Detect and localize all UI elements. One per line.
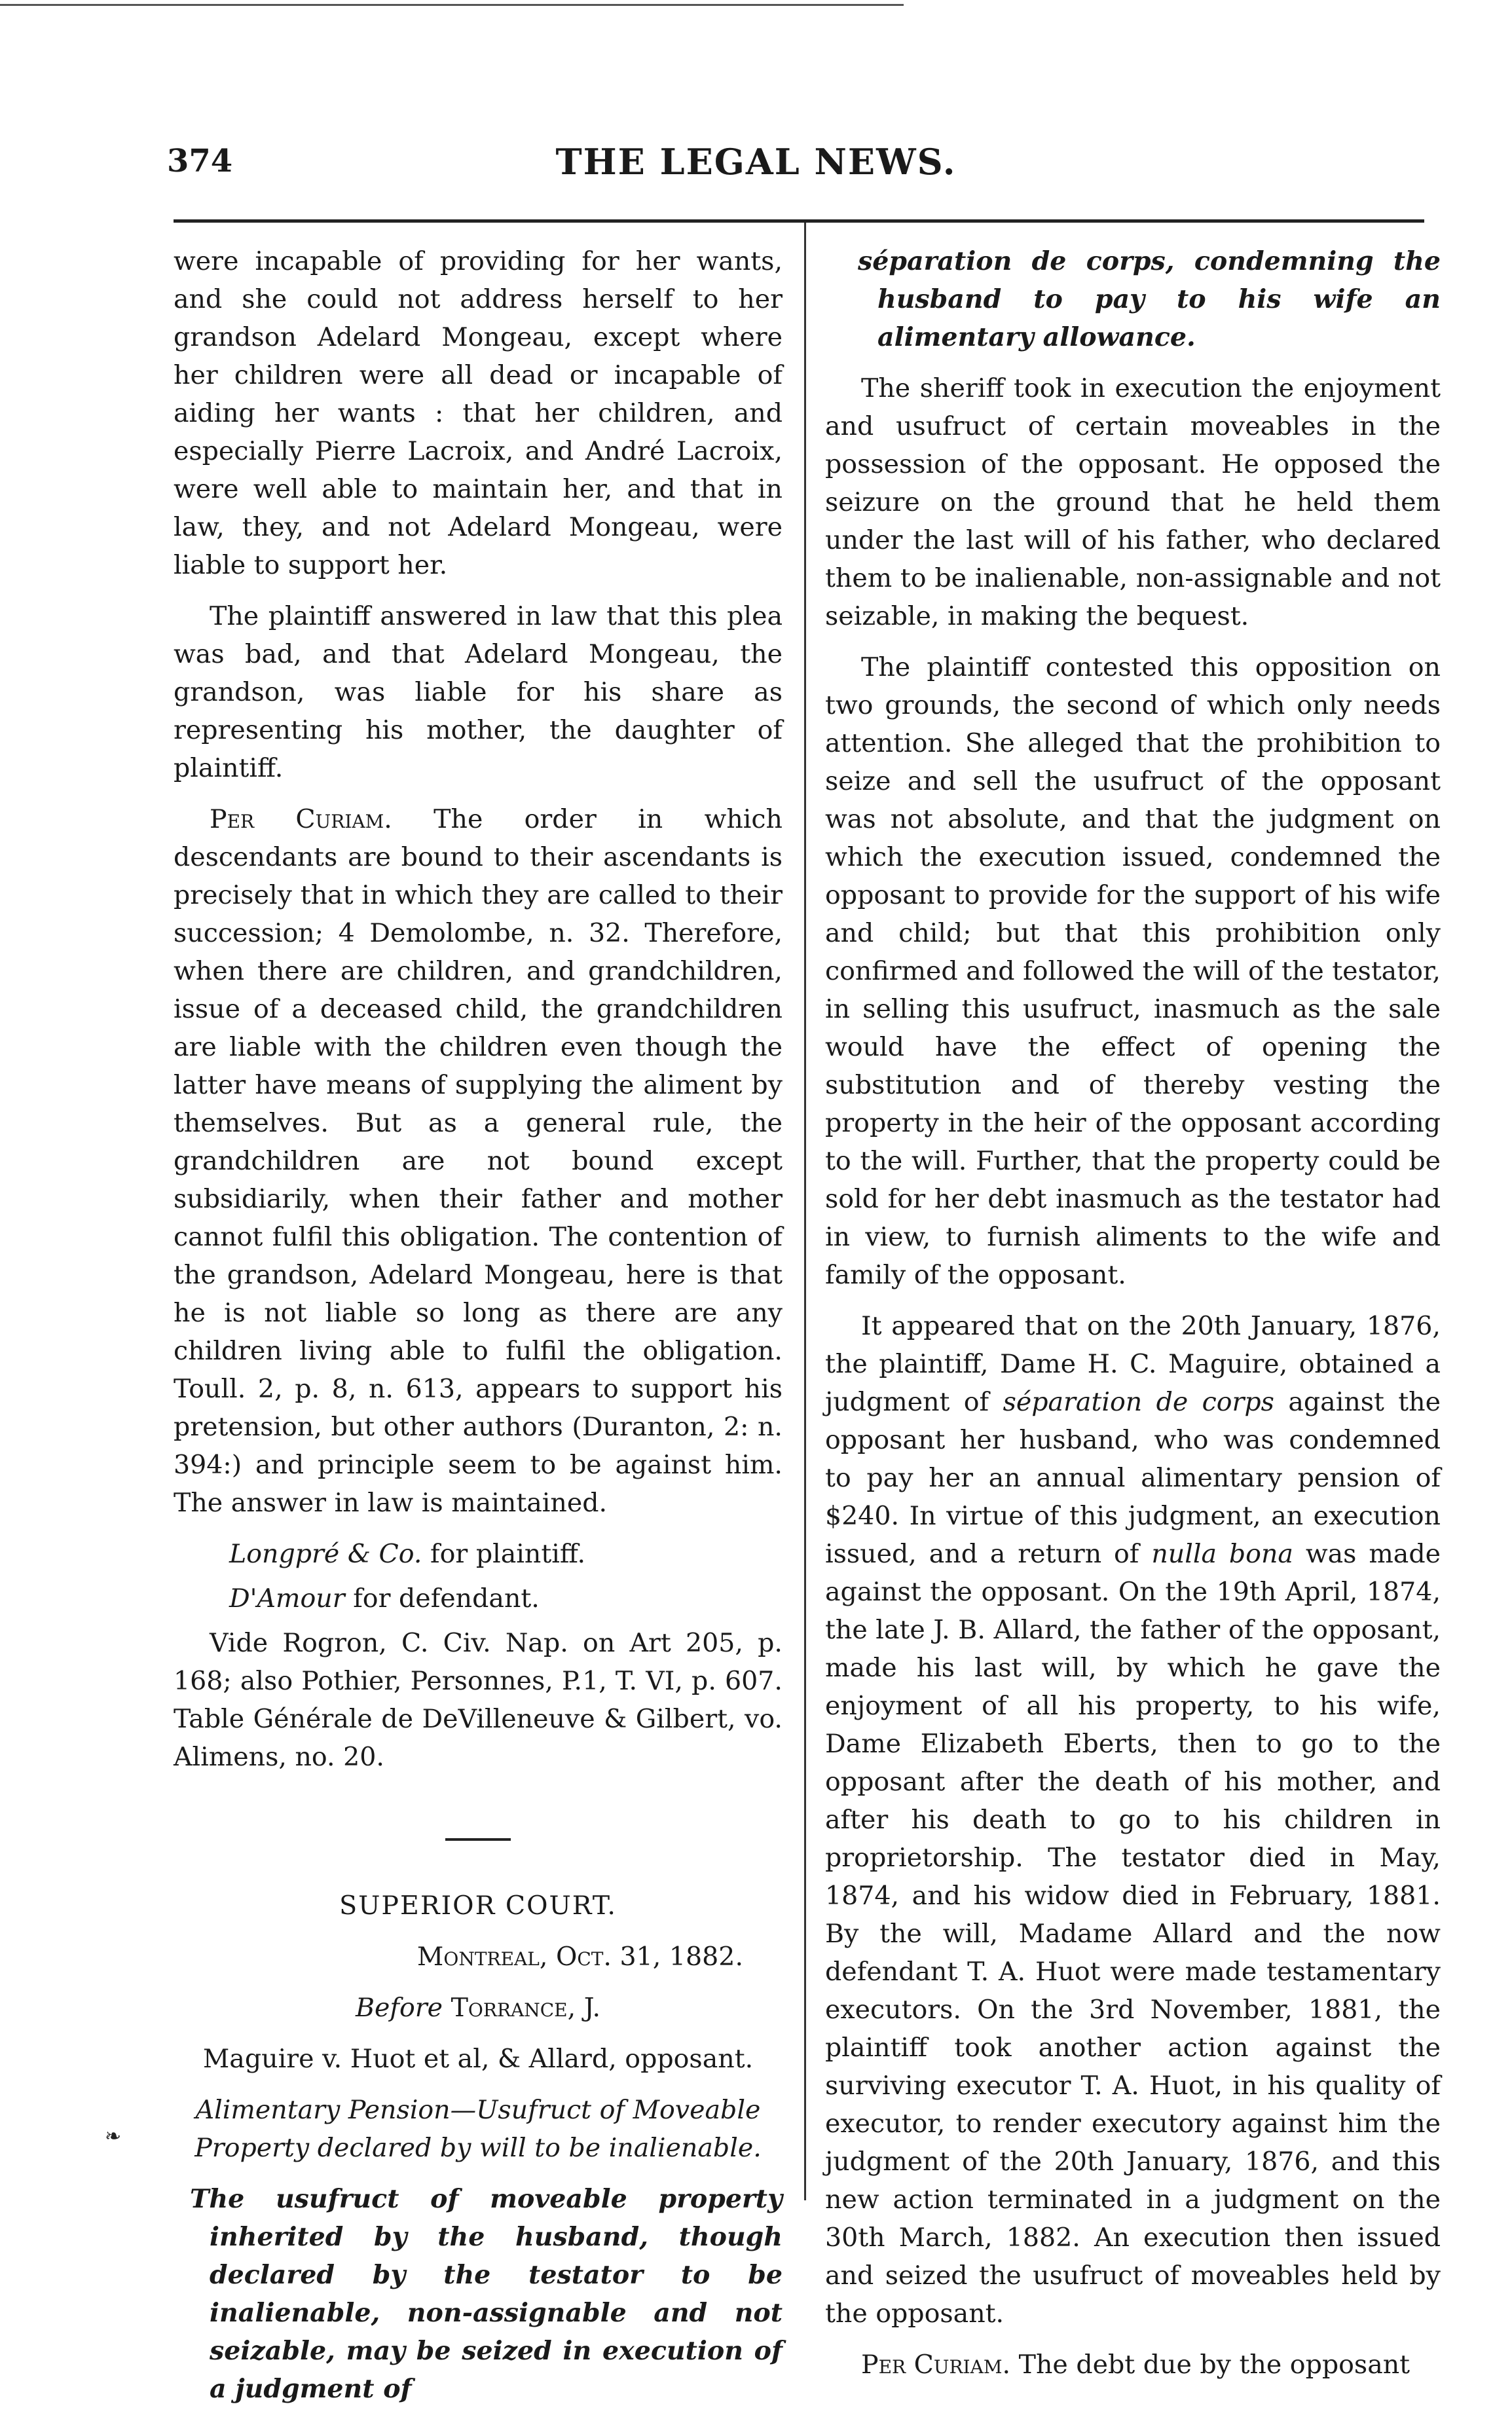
counsel-defendant — [174, 1580, 783, 1617]
per-curiam-label: Per Curiam. — [210, 804, 392, 834]
syllabus-end: séparation de corps, condemning the husband to pay to his wife an alimentary allowance. — [858, 246, 1441, 352]
before-label: Before — [355, 1993, 443, 2023]
running-head: THE LEGAL NEWS. — [555, 141, 957, 183]
facts-italic-separation: séparation de corps — [1003, 1387, 1274, 1417]
judge-line — [174, 1989, 783, 2027]
per-curiam-start — [825, 2346, 1441, 2384]
counsel-defendant-name: D'Amour — [229, 1583, 345, 1614]
right-per-curiam-label: Per Curiam. — [861, 2350, 1011, 2380]
facts-paragraph — [825, 1307, 1441, 2333]
facts-italic-nulla-bona: nulla bona — [1151, 1539, 1293, 1569]
right-per-curiam-text: The debt due by the opposant — [1018, 2350, 1411, 2380]
sheriff-paragraph: The sheriff took in execution the enjoyment and usufruct of certain moveables in the possession of the opposant. He opposed the seizure on the ground that he held them under the last will of his father, who declared them to be inalienable, non-assignable and not seizable, in making the bequest. — [825, 373, 1441, 631]
opening-paragraph: were incapable of providing for her wants, and she could not address herself to her grandson Adelard Mongeau, except where her children were all dead or incapable of aiding her wants : that her children, and especially Pierre Lacroix, and André Lacroix, were well able to maintain her, and that in law, they, and not Adelard Mongeau, were liable to support her. — [174, 246, 783, 580]
plaintiff-answer-paragraph: The plaintiff answered in law that this plea was bad, and that Adelard Mongeau, the grandson, was liable for his share as representing his mother, the daughter of plaintiff. — [174, 601, 783, 783]
per-curiam-text: The order in which descendants are bound to their ascendants is precisely that in which they are called to their succession; 4 Demolombe, n. 32. Therefore, when there are children, and grandchildren, issue of a deceased child, the grandchildren are liable with the children even though the latter have means of supplying the aliment by themselves. But as a general rule, the grandchildren are not bound except subsidiarily, when their father and mother cannot fulfil this obligation. The contention of the grandson, Adelard Mongeau, here is that he is not liable so long as there are any children living able to fulfil the obligation. Toull. 2, p. 8, n. 613, appears to support his pretension, but other authors (Duranton, 2: n. 394:) and principle seem to be against him. The answer in law is maintained. — [174, 804, 783, 1518]
per-curiam-paragraph — [174, 800, 783, 1522]
counsel-plaintiff-name: Longpré & Co. — [229, 1539, 422, 1569]
counsel-defendant-role: for defendant. — [353, 1583, 540, 1614]
counsel-plaintiff — [174, 1535, 783, 1573]
page-number: 374 — [167, 143, 233, 179]
headnote: Alimentary Pension—Usufruct of Moveable Property declared by will to be inalienable. — [194, 2095, 762, 2163]
section-separator — [445, 1838, 511, 1841]
header-rule — [174, 219, 1424, 223]
facts-text-a: It appeared that on the 20th January, 1876, the plaintiff, Dame H. C. Maguire, obtained a judgment of — [825, 1311, 1441, 1417]
right-column — [825, 242, 1441, 2384]
contestation-paragraph: The plaintiff contested this opposition on two grounds, the second of which only needs attention. She alleged that the prohibition to seize and sell the usufruct of the opposant was not absolute, and that the judgment on which the execution issued, condemned the opposant to provide for the support of his wife and child; but that this prohibition only confirmed and followed the will of the testator, in selling this usufruct, inasmuch as the sale would have the effect of opening the substitution and of thereby vesting the property in the heir of the opposant according to the will. Further, that the property could be sold for her debt inasmuch as the testator had in view, to furnish aliments to the wife and family of the opposant. — [825, 652, 1441, 1290]
vide-references: Vide Rogron, C. Civ. Nap. on Art 205, p. 168; also Pothier, Personnes, P.1, T. VI, p. 607. Table Générale de DeVilleneuve & Gilbert, vo. Alimens, no. 20. — [174, 1628, 783, 1772]
margin-mark: ❧ — [105, 2125, 122, 2148]
column-divider — [804, 223, 806, 2200]
top-edge-rule — [0, 4, 904, 6]
facts-text-c: was made against the opposant. On the 19th April, 1874, the late J. B. Allard, the father of the opposant, made his last will, by which he gave the enjoyment of all his property, to his wife, Dame Elizabeth Eberts, then to go to the opposant after the death of his mother, and after his death to go to his children in proprietorship. The testator died in May, 1874, and his widow died in February, 1881. By the will, Madame Allard and the now defendant T. A. Huot were made testamentary executors. On the 3rd November, 1881, the plaintiff took another action against the surviving executor T. A. Huot, in his quality of executor, to render executory against him the judgment of the 20th January, 1876, and this new action terminated in a judgment on the 30th March, 1882. An execution then issued and seized the usufruct of moveables held by the opposant. — [825, 1539, 1441, 2329]
syllabus-start: The usufruct of moveable property inherited by the husband, though declared by the testator to be inalienable, non-assignable and not seizable, may be seized in execution of a judgment of — [190, 2184, 783, 2404]
court-heading: SUPERIOR COURT. — [339, 1891, 617, 1921]
case-title: Maguire v. Huot et al, & Allard, opposant. — [202, 2044, 754, 2074]
facts-text-b: against the opposant her husband, who was condemned to pay her an annual alimentary pension of $240. In virtue of this judgment, an execution issued, and a return of — [825, 1387, 1441, 1569]
left-column — [174, 242, 783, 2421]
judge-name: Torrance, J. — [451, 1993, 601, 2023]
counsel-plaintiff-role: for plaintiff. — [430, 1539, 586, 1569]
dateline: Montreal, Oct. 31, 1882. — [416, 1942, 743, 1972]
